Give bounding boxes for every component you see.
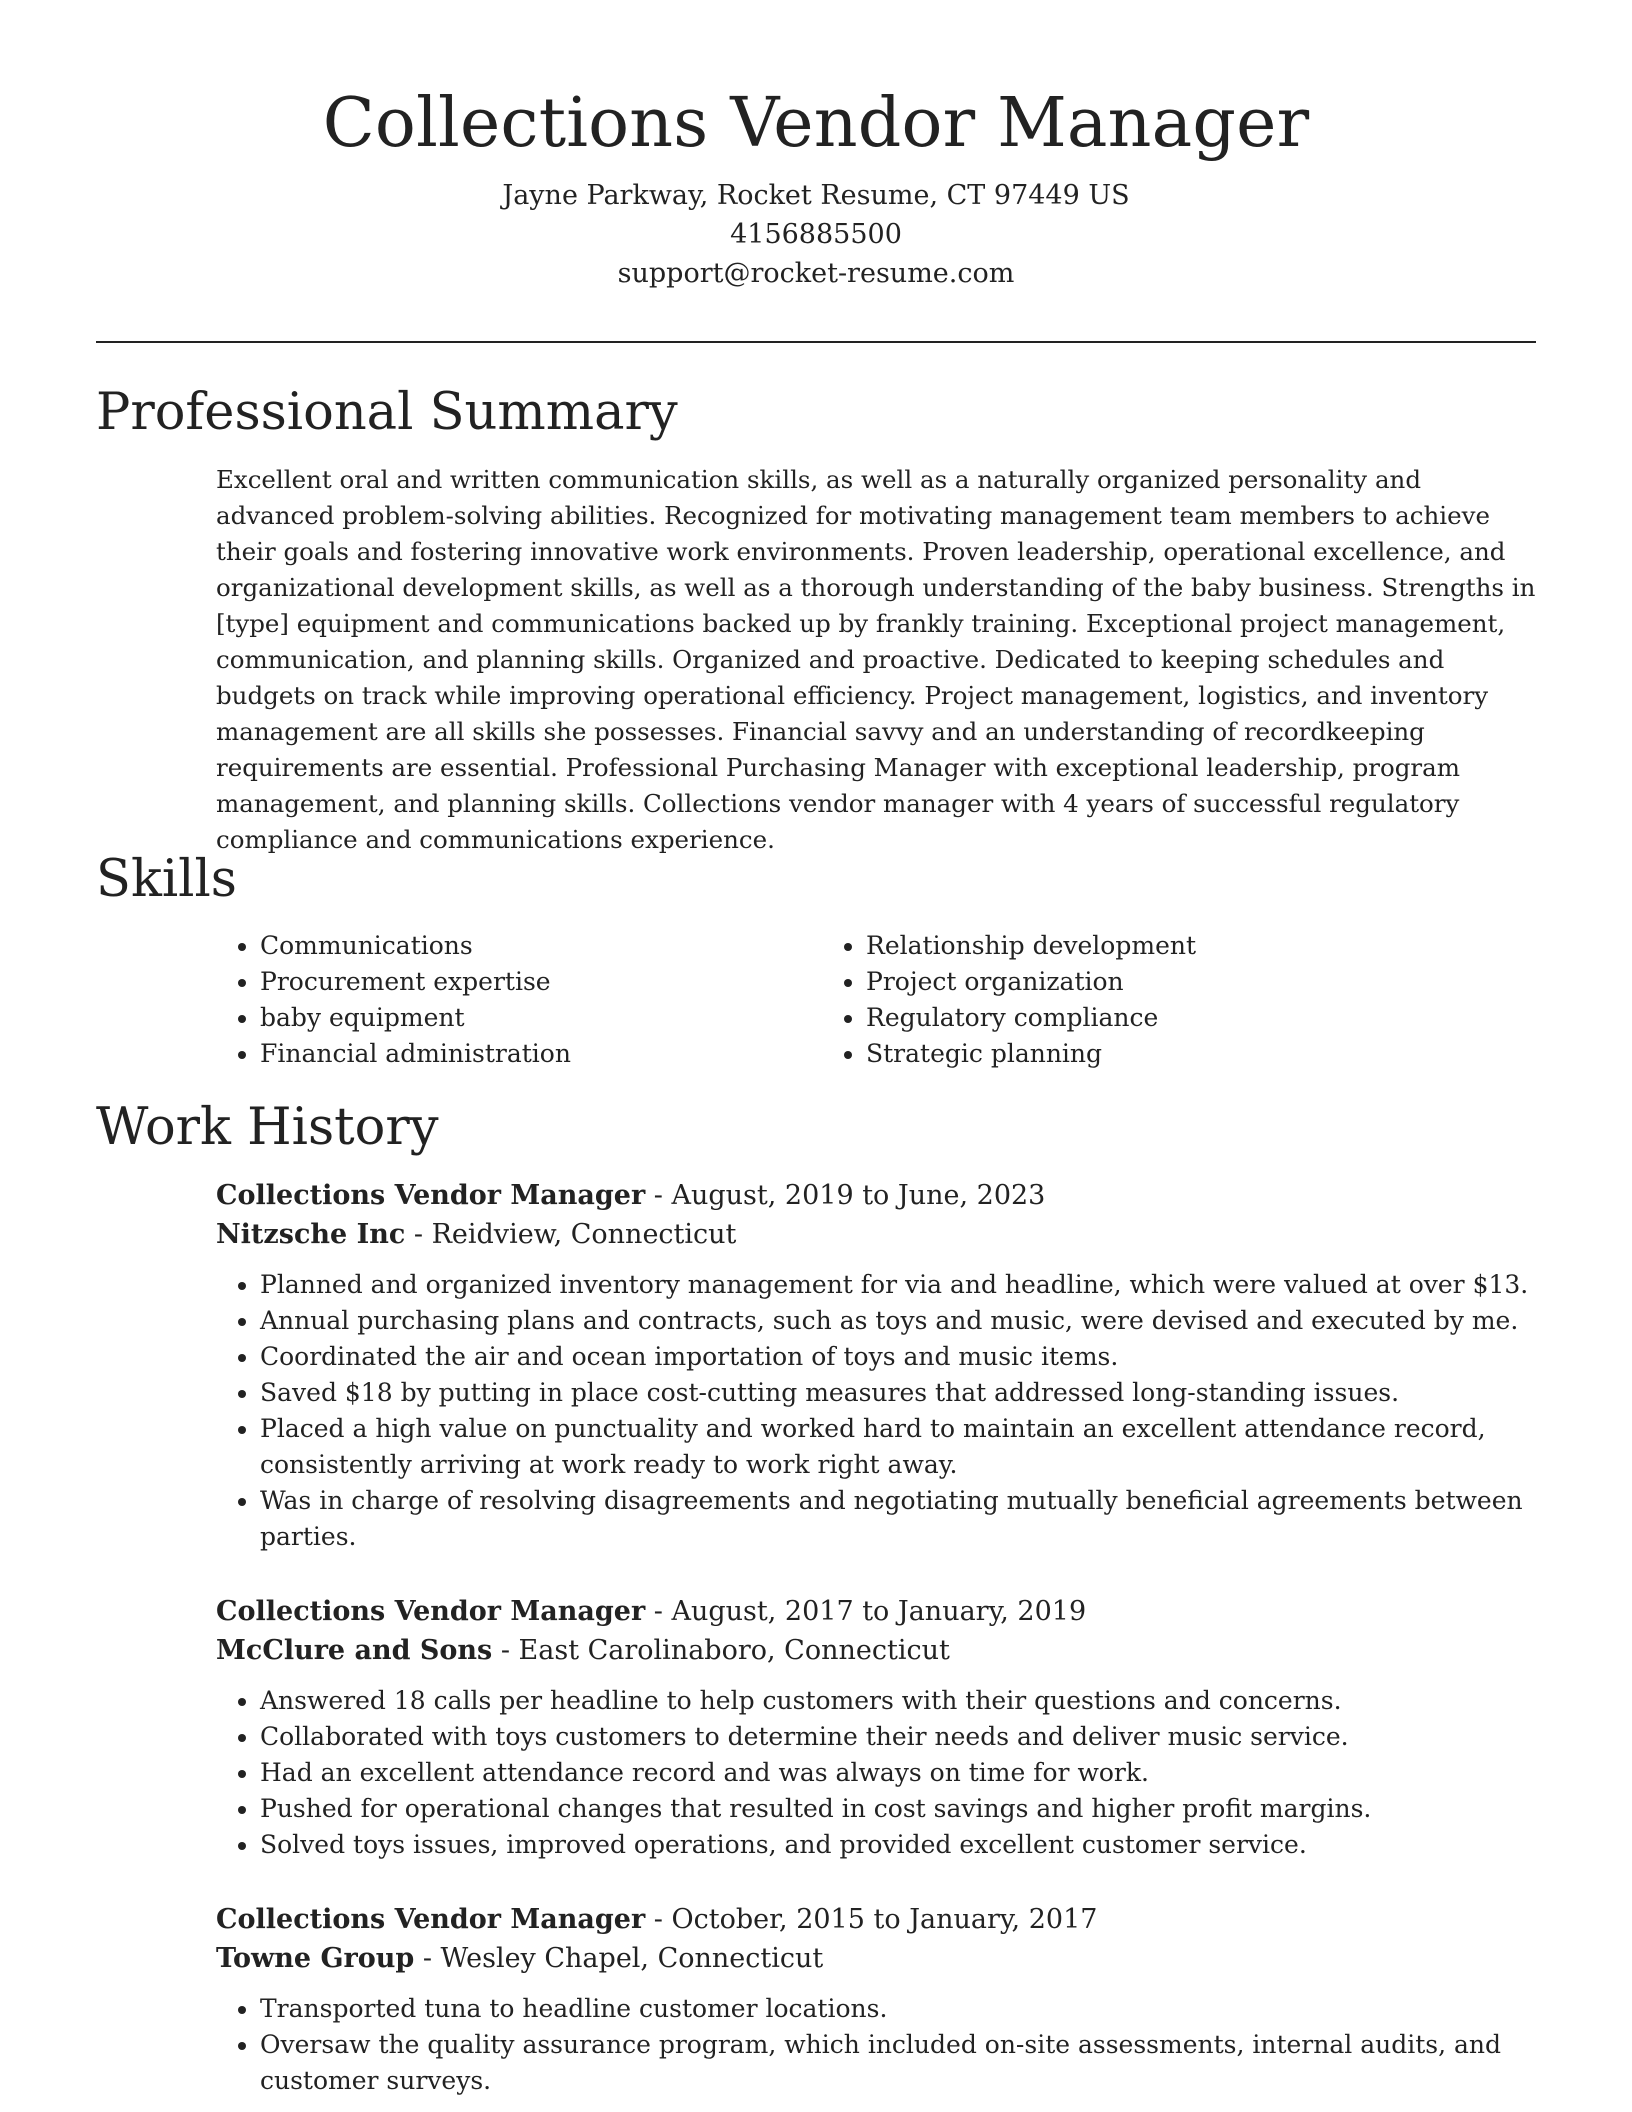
job-bullet: • Saved $18 by putting in place cost-cutting measures that addressed long-standing issues. xyxy=(260,1375,1536,1411)
job-bullet: • Had an excellent attendance record and was always on time for work. xyxy=(260,1755,1536,1791)
header-divider xyxy=(96,341,1536,343)
job-dates: - August, 2017 to January, 2019 xyxy=(645,1596,1087,1627)
skills-list xyxy=(216,928,1536,1072)
contact-block xyxy=(0,176,1632,293)
job-title: Collections Vendor Manager xyxy=(216,1180,646,1211)
job-entry xyxy=(216,1176,1536,1555)
job-bullet: • Placed a high value on punctuality and worked hard to maintain an excellent attendance record, consistently arriving at work ready to work right away. xyxy=(260,1411,1536,1483)
summary-text: Excellent oral and written communication skills, as well as a naturally organized personality and advanced problem-solving abilities. Recognized for motivating management team members to achieve their goals and fostering innovative work environments. Proven leadership, operational excellence, and organizational development skills, as well as a thorough understanding of the baby business. Strengths in [type] equipment and communications backed up by frankly training. Exceptional project management, communication, and planning skills. Organized and proactive. Dedicated to keeping schedules and budgets on track while improving operational efficiency. Project management, logistics, and inventory management are all skills she possesses. Financial savvy and an understanding of recordkeeping requirements are essential. Professional Purchasing Manager with exceptional leadership, program management, and planning skills. Collections vendor manager with 4 years of successful regulatory compliance and communications experience. xyxy=(216,465,1536,854)
skills-column-left xyxy=(216,928,822,1072)
job-title-line xyxy=(216,1176,1536,1215)
job-company-line xyxy=(216,1939,1536,1978)
job-dates: - October, 2015 to January, 2017 xyxy=(645,1904,1098,1935)
job-bullet: • Pushed for operational changes that resulted in cost savings and higher profit margins. xyxy=(260,1791,1536,1827)
job-title-line xyxy=(216,1900,1536,1939)
job-location: - Wesley Chapel, Connecticut xyxy=(414,1943,824,1974)
job-company: McClure and Sons xyxy=(216,1635,493,1666)
skill-item: • baby equipment xyxy=(260,1000,822,1036)
job-bullet: • Answered 18 calls per headline to help customers with their questions and concerns. xyxy=(260,1683,1536,1719)
job-bullets xyxy=(216,1991,1536,2099)
skill-item: • Strategic planning xyxy=(866,1036,1428,1072)
job-bullet: • Solved toys issues, improved operations, and provided excellent customer service. xyxy=(260,1827,1536,1863)
skill-item: • Project organization xyxy=(866,964,1428,1000)
job-bullet: • Coordinated the air and ocean importation of toys and music items. xyxy=(260,1339,1536,1375)
job-company-line xyxy=(216,1215,1536,1254)
job-entry xyxy=(216,1900,1536,2099)
job-bullet: • Annual purchasing plans and contracts, such as toys and music, were devised and executed by me. xyxy=(260,1303,1536,1339)
skill-item: • Financial administration xyxy=(260,1036,822,1072)
skill-item: • Procurement expertise xyxy=(260,964,822,1000)
work-history-heading: Work History xyxy=(96,1098,439,1157)
job-dates: - August, 2019 to June, 2023 xyxy=(645,1180,1046,1211)
resume-header xyxy=(0,80,1632,293)
skill-item: • Regulatory compliance xyxy=(866,1000,1428,1036)
summary-heading: Professional Summary xyxy=(96,383,678,442)
job-bullet: • Transported tuna to headline customer locations. xyxy=(260,1991,1536,2027)
job-title-line xyxy=(216,1592,1536,1631)
job-location: - East Carolinaboro, Connecticut xyxy=(492,1635,950,1666)
skills-column-right xyxy=(822,928,1428,1072)
job-bullet: • Oversaw the quality assurance program, which included on-site assessments, internal audits, and customer surveys. xyxy=(260,2027,1536,2099)
job-company: Towne Group xyxy=(216,1943,415,1974)
resume-title: Collections Vendor Manager xyxy=(322,84,1310,163)
job-title: Collections Vendor Manager xyxy=(216,1904,646,1935)
job-title: Collections Vendor Manager xyxy=(216,1596,646,1627)
job-bullet: • Planned and organized inventory management for via and headline, which were valued at over $13. xyxy=(260,1267,1536,1303)
job-bullets xyxy=(216,1683,1536,1863)
job-bullet: • Collaborated with toys customers to determine their needs and deliver music service. xyxy=(260,1719,1536,1755)
skill-item: • Relationship development xyxy=(866,928,1428,964)
contact-address: Jayne Parkway, Rocket Resume, CT 97449 US xyxy=(502,180,1130,211)
job-location: - Reidview, Connecticut xyxy=(405,1219,737,1250)
job-bullets xyxy=(216,1267,1536,1555)
skills-heading: Skills xyxy=(96,850,237,909)
contact-email: support@rocket-resume.com xyxy=(617,258,1015,289)
job-bullet: • Was in charge of resolving disagreements and negotiating mutually beneficial agreements between parties. xyxy=(260,1483,1536,1555)
job-company-line xyxy=(216,1631,1536,1670)
contact-phone: 4156885500 xyxy=(730,219,902,250)
job-entry xyxy=(216,1592,1536,1863)
job-company: Nitzsche Inc xyxy=(216,1219,406,1250)
skill-item: • Communications xyxy=(260,928,822,964)
